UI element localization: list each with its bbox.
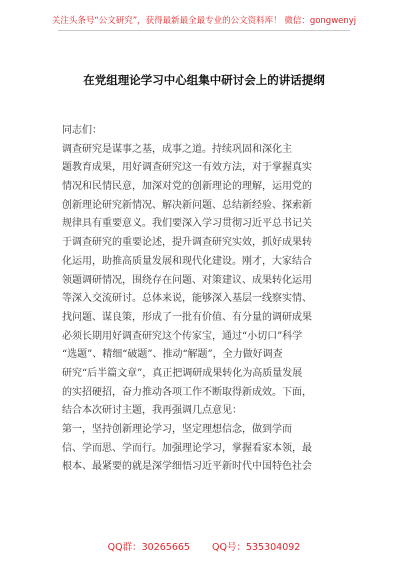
footer-qq-group: QQ群：30265665 (107, 542, 190, 553)
body-line: 结合本次研讨主题，我再强调几点意见： (62, 405, 242, 417)
body-line: 同志们： (62, 125, 102, 136)
body-line: 信、学而思、学而行。加强理论学习，掌握看家本领，最 (62, 442, 312, 454)
body-line: 的实招硬招，奋力推动各项工作不断取得新成效。下面， (62, 386, 312, 398)
body-line: 必须长期用好调查研究这个传家宝，通过“小切口”科学 (62, 330, 303, 342)
body-line: 找问题、谋良策，形成了一批有价值、有分量的调研成果 (62, 311, 312, 323)
body-line: 领题调研情况，围绕存在问题、对策建议、成果转化运用 (62, 274, 312, 286)
header-divider (58, 30, 350, 31)
body-line: 创新理论研究新情况、解决新问题、总结新经验、探索新 (62, 199, 312, 211)
body-line: 情况和民情民意，加深对党的创新理论的理解，运用党的 (62, 181, 312, 193)
document-body (62, 122, 346, 477)
body-line: 根本、最紧要的就是深学细悟习近平新时代中国特色社会 (62, 461, 312, 473)
body-line: 研究“后半篇文章”，真正把调研成果转化为高质量发展 (62, 367, 303, 379)
body-line: 于调查研究的重要论述，提升调查研究实效，抓好成果转 (62, 237, 312, 249)
body-line: 规律具有重要意义。我们要深入学习贯彻习近平总书记关 (62, 218, 312, 230)
body-line: 化运用，助推高质量发展和现代化建设。刚才，大家结合 (62, 255, 312, 267)
page-footer (0, 539, 408, 553)
body-line: 题教育成果，用好调查研究这一有效方法，对于掌握真实 (62, 162, 312, 174)
body-line: 等深入交流研讨。总体来说，能够深入基层一线察实情、 (62, 293, 312, 305)
document-title: 在党组理论学习中心组集中研讨会上的讲话提纲 (83, 73, 325, 87)
body-line: 第一，坚持创新理论学习，坚定理想信念，做到学而 (62, 424, 292, 435)
body-line: 调查研究是谋事之基，成事之道。持续巩固和深化主 (62, 143, 292, 155)
page-header-banner: 关注头条号“公文研究”，获得最新最全最专业的公文资料库！ 微信：gongwenyj (51, 16, 357, 26)
body-line: “选题”、精细“破题”、推动“解题”，全力做好调查 (62, 349, 283, 361)
footer-qq-number: QQ号：535304092 (211, 542, 301, 553)
